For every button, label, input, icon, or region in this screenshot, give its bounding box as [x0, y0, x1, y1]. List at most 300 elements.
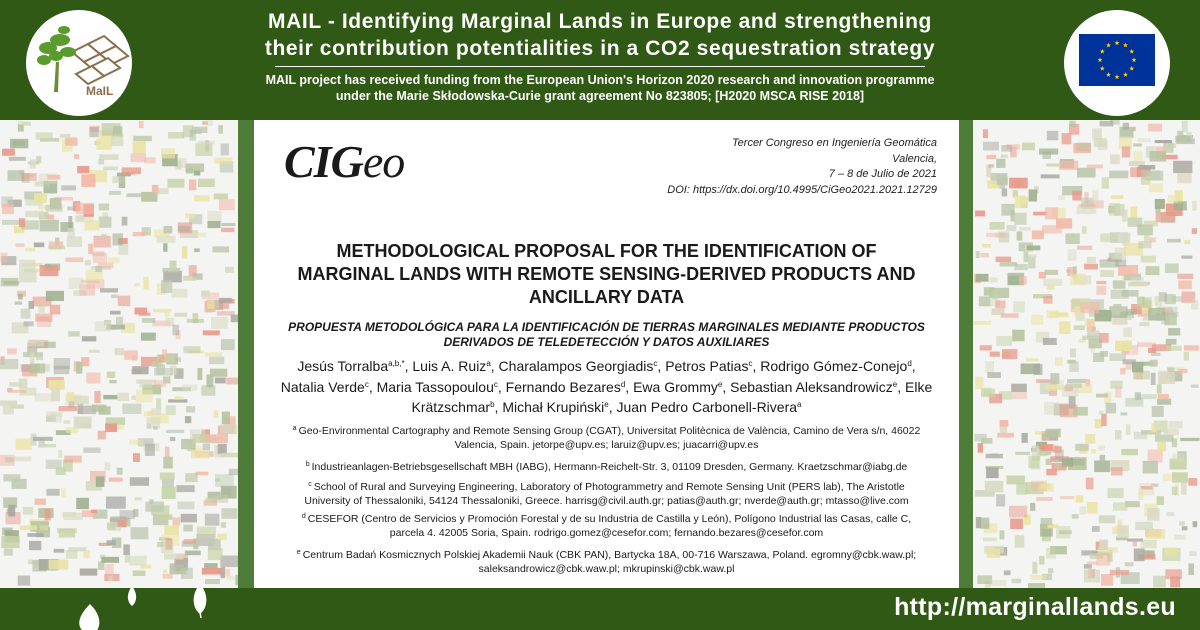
map-patch — [133, 141, 146, 154]
author-list — [276, 355, 937, 417]
conference-name: Tercer Congreso en Ingeniería Geomática — [731, 137, 937, 149]
affiliation-text: CESEFOR (Centro de Servicios y Promoción Forestal y de su Industria de Castilla y León), Polígono Industrial las Casas, calle C, — [307, 513, 912, 525]
map-patch — [1043, 338, 1057, 345]
map-patch — [987, 548, 1001, 558]
map-patch — [163, 243, 167, 252]
map-patch — [1099, 411, 1103, 415]
map-patch — [1087, 502, 1098, 514]
map-patch — [130, 556, 147, 566]
map-patch — [67, 236, 82, 247]
map-patch — [1077, 143, 1091, 152]
map-patch — [112, 176, 125, 183]
project-title-line-2: their contribution potentialities in a CO2 sequestration strategy — [264, 37, 936, 60]
map-patch — [1049, 391, 1057, 396]
map-patch — [1111, 307, 1126, 312]
map-patch — [77, 166, 89, 173]
map-patch — [1000, 420, 1009, 427]
affiliation-d — [274, 510, 939, 540]
map-patch — [982, 301, 989, 306]
map-patch — [117, 468, 123, 475]
map-patch — [203, 330, 220, 335]
map-patch — [983, 129, 988, 138]
map-patch — [1096, 286, 1106, 295]
map-patch — [1096, 281, 1106, 284]
affiliation-marker: c — [308, 481, 312, 488]
map-patch — [185, 416, 191, 423]
map-patch — [191, 450, 209, 458]
map-patch — [1073, 407, 1088, 416]
map-patch — [163, 457, 173, 469]
map-patch — [29, 541, 41, 550]
header-banner — [0, 0, 1200, 120]
map-patch — [105, 424, 117, 433]
map-patch — [1014, 264, 1027, 270]
map-patch — [205, 120, 213, 126]
paper-title-line-3: ANCILLARY DATA — [528, 287, 685, 307]
map-patch — [44, 444, 56, 448]
map-patch — [122, 172, 135, 175]
map-patch — [21, 309, 31, 319]
map-patch — [983, 538, 997, 542]
map-patch — [1143, 461, 1158, 474]
map-patch — [1010, 519, 1023, 530]
affiliation-e — [274, 546, 939, 576]
map-patch — [2, 220, 22, 225]
map-patch — [103, 395, 117, 399]
map-patch — [1149, 183, 1163, 192]
map-patch — [1040, 484, 1050, 489]
map-patch — [1029, 189, 1038, 201]
map-patch — [1028, 256, 1036, 268]
map-patch — [1042, 433, 1046, 441]
map-patch — [1151, 373, 1156, 385]
map-patch — [1095, 419, 1102, 428]
map-patch — [1133, 143, 1142, 146]
map-patch — [25, 211, 44, 218]
map-patch — [1122, 146, 1131, 157]
map-patch — [63, 513, 83, 521]
map-patch — [221, 339, 235, 350]
map-patch — [1100, 259, 1119, 267]
map-patch — [1100, 233, 1117, 242]
map-patch — [1188, 563, 1194, 575]
map-patch — [149, 499, 153, 504]
map-patch — [1147, 508, 1159, 521]
author-name: Fernando Bezares — [505, 378, 621, 395]
map-patch — [1168, 195, 1178, 203]
map-patch — [165, 312, 170, 318]
map-patch — [175, 396, 184, 400]
map-patch — [153, 426, 157, 430]
map-patch — [35, 314, 52, 322]
map-patch — [1184, 345, 1199, 350]
affiliation-a — [274, 422, 939, 452]
map-patch — [990, 277, 998, 282]
map-patch — [1011, 384, 1027, 392]
map-patch — [194, 248, 200, 252]
map-patch — [1002, 349, 1017, 359]
map-patch — [1141, 256, 1156, 263]
map-patch — [1115, 387, 1122, 398]
author-affiliation-marker: a — [797, 400, 802, 409]
map-patch — [225, 267, 234, 273]
map-patch — [80, 569, 98, 576]
map-patch — [1002, 189, 1008, 197]
map-patch — [197, 527, 216, 539]
map-patch — [89, 350, 100, 353]
map-patch — [221, 567, 225, 579]
map-patch — [98, 159, 104, 164]
map-patch — [1070, 348, 1076, 357]
affiliation-text: Geo-Environmental Cartography and Remote Sensing Group (CGAT), Universitat Politècnica de València, Camino de Vera s/n, 46022 — [298, 425, 921, 437]
map-patch — [217, 311, 235, 316]
map-patch — [1027, 245, 1041, 250]
map-patch — [124, 350, 138, 359]
map-patch — [986, 155, 996, 159]
map-patch — [1065, 233, 1079, 244]
map-patch — [172, 517, 180, 525]
map-patch — [60, 134, 71, 138]
map-patch — [109, 191, 121, 195]
map-patch — [182, 385, 197, 391]
affiliation-marker: a — [292, 425, 297, 432]
author-affiliation-marker: c — [493, 379, 498, 389]
map-patch — [1165, 264, 1179, 273]
map-patch — [1164, 143, 1177, 148]
map-patch — [5, 457, 14, 462]
map-patch — [217, 433, 228, 443]
map-patch — [24, 321, 34, 326]
map-patch — [2, 204, 14, 214]
map-patch — [47, 489, 60, 496]
title-divider — [275, 66, 925, 67]
map-patch — [101, 557, 119, 563]
map-patch — [1077, 246, 1092, 250]
map-patch — [986, 467, 998, 478]
map-patch — [40, 525, 49, 530]
map-patch — [154, 380, 166, 387]
map-patch — [1030, 503, 1035, 511]
map-patch — [46, 291, 64, 301]
map-patch — [30, 363, 45, 373]
map-patch — [198, 233, 206, 237]
map-patch — [1016, 483, 1027, 495]
map-patch — [1100, 351, 1108, 357]
author-separator: , — [897, 378, 905, 395]
map-patch — [981, 438, 992, 444]
map-patch — [172, 325, 179, 336]
map-patch — [66, 257, 84, 262]
map-patch — [161, 280, 172, 293]
map-patch — [221, 508, 237, 519]
map-patch — [1062, 385, 1078, 396]
map-patch — [61, 488, 65, 497]
map-patch — [194, 195, 209, 201]
map-patch — [1032, 562, 1037, 574]
map-patch — [1152, 423, 1157, 432]
map-patch — [168, 132, 184, 139]
map-patch — [170, 437, 175, 441]
map-patch — [161, 541, 173, 554]
map-patch — [80, 423, 85, 427]
map-patch — [48, 246, 65, 250]
map-patch — [38, 304, 44, 313]
map-patch — [75, 216, 84, 222]
map-patch — [105, 564, 114, 575]
map-patch — [1026, 358, 1039, 361]
map-patch — [205, 514, 220, 526]
map-patch — [1128, 282, 1147, 286]
map-patch — [157, 188, 169, 194]
map-patch — [8, 390, 27, 393]
funding-line-2: under the Marie Skłodowska-Curie grant agreement No 823805; [H2020 MSCA RISE 2018] — [335, 89, 865, 103]
map-patch — [40, 220, 59, 232]
map-patch — [1138, 488, 1143, 500]
map-patch — [1123, 359, 1137, 364]
map-patch — [1100, 121, 1114, 127]
map-patch — [1141, 540, 1157, 548]
map-patch — [172, 289, 188, 298]
map-patch — [3, 474, 20, 481]
map-patch — [1178, 280, 1192, 289]
eu-flag-logo — [1064, 10, 1170, 116]
map-patch — [208, 548, 223, 560]
map-patch — [218, 125, 223, 134]
map-patch — [131, 369, 141, 374]
map-patch — [47, 215, 54, 220]
map-patch — [1117, 520, 1122, 527]
map-patch — [192, 434, 208, 443]
author-affiliation-marker: c — [748, 359, 753, 368]
affiliation-text: University of Thessaloniki, 54124 Thessaloniki, Greece. harrisg@civil.auth.gr; patias@auth.gr; nverde@auth.gr; mtasso@live.com — [304, 494, 909, 507]
map-patch — [1135, 392, 1141, 400]
map-patch — [1115, 248, 1127, 260]
map-patch — [1098, 140, 1108, 150]
map-patch — [152, 185, 159, 194]
map-patch — [92, 405, 106, 412]
author-separator: , — [497, 378, 506, 395]
map-patch — [1111, 290, 1129, 299]
map-patch — [1041, 174, 1060, 178]
paper-title-line-1: METHODOLOGICAL PROPOSAL FOR THE IDENTIFICATION OF — [336, 241, 877, 261]
map-patch — [1046, 548, 1056, 559]
map-patch — [165, 447, 170, 458]
map-patch — [1068, 249, 1077, 261]
author-affiliation-marker: e — [717, 379, 723, 389]
map-patch — [164, 553, 184, 559]
map-patch — [1185, 240, 1191, 244]
map-patch — [1045, 207, 1058, 219]
map-patch — [1007, 225, 1017, 231]
map-patch — [1100, 270, 1114, 277]
map-patch — [976, 517, 981, 528]
map-patch — [89, 127, 99, 137]
map-patch — [86, 373, 100, 384]
map-patch — [1151, 353, 1160, 356]
map-patch — [83, 448, 100, 453]
website-link[interactable]: http://marginallands.eu — [894, 593, 1176, 621]
author-affiliation-marker: c — [364, 379, 369, 389]
map-patch — [1039, 149, 1058, 155]
paper-subtitle-line-1: PROPUESTA METODOLÓGICA PARA LA IDENTIFICACIÓN DE TIERRAS MARGINALES MEDIANTE PRODUCTOS — [288, 320, 925, 334]
map-patch — [131, 153, 146, 162]
mail-project-logo — [26, 10, 132, 116]
map-patch — [208, 221, 221, 228]
map-patch — [67, 392, 75, 401]
leaf-icon — [70, 602, 110, 630]
map-patch — [162, 487, 176, 500]
author-name: Juan Pedro Carbonell-Rivera — [616, 399, 798, 415]
map-patch — [93, 253, 107, 263]
map-patch — [1155, 199, 1165, 209]
map-patch — [1101, 574, 1113, 586]
map-patch — [1191, 385, 1199, 388]
map-patch — [99, 154, 118, 160]
author-separator: , — [625, 378, 634, 395]
map-patch — [159, 355, 165, 363]
map-patch — [1004, 570, 1011, 575]
map-patch — [47, 175, 60, 180]
map-patch — [1133, 541, 1137, 546]
map-patch — [1125, 562, 1134, 566]
map-patch — [1144, 221, 1158, 227]
map-patch — [161, 148, 175, 158]
map-patch — [1150, 151, 1167, 162]
affiliation-text: Centrum Badań Kosmicznych Polskiej Akademii Nauk (CBK PAN), Bartycka 18A, 00-716 Warszawa, Poland. egromny@cbk.waw.pl; — [302, 549, 917, 561]
map-patch — [1157, 496, 1164, 505]
map-patch — [164, 526, 179, 535]
paper-page — [254, 120, 959, 588]
map-patch — [980, 253, 989, 257]
map-patch — [189, 265, 197, 277]
map-patch — [116, 317, 123, 325]
map-patch — [105, 462, 111, 470]
map-patch — [145, 502, 164, 512]
map-patch — [145, 444, 155, 456]
author-name: Natalia Verde — [280, 378, 365, 395]
map-patch — [66, 427, 79, 433]
map-patch — [1092, 128, 1102, 139]
author-affiliation-marker: c — [653, 359, 658, 368]
map-patch — [1126, 424, 1131, 435]
map-patch — [210, 369, 227, 377]
map-patch — [115, 348, 125, 355]
map-patch — [1001, 313, 1019, 318]
map-patch — [1138, 241, 1151, 248]
map-patch — [1181, 256, 1192, 259]
map-patch — [1192, 228, 1197, 234]
map-patch — [1069, 361, 1078, 372]
map-patch — [1081, 302, 1100, 313]
map-patch — [1180, 438, 1199, 441]
map-patch — [82, 336, 96, 341]
map-patch — [1155, 140, 1172, 143]
map-patch — [1014, 181, 1021, 188]
map-patch — [205, 352, 222, 356]
map-patch — [168, 179, 185, 188]
author-affiliation-marker: e — [604, 400, 609, 409]
map-patch — [34, 193, 47, 203]
map-patch — [1104, 392, 1111, 405]
map-patch — [976, 274, 989, 282]
map-patch — [1056, 313, 1068, 317]
cigeo-logo — [284, 135, 404, 188]
map-patch — [1045, 270, 1058, 275]
map-patch — [1075, 444, 1089, 451]
map-patch — [1048, 525, 1059, 529]
map-patch — [995, 300, 1005, 308]
affiliation-c — [274, 478, 939, 508]
map-patch — [184, 539, 197, 544]
map-patch — [1012, 579, 1022, 584]
paper-title — [274, 240, 939, 309]
map-patch — [20, 525, 37, 530]
map-patch — [989, 164, 995, 167]
map-patch — [1139, 165, 1155, 170]
map-patch — [81, 174, 95, 187]
affiliation-marker: d — [301, 513, 306, 520]
funding-line-1: MAIL project has received funding from the European Union's Horizon 2020 research and innovation programme — [265, 73, 935, 87]
map-patch — [156, 398, 161, 409]
map-patch — [118, 296, 131, 307]
map-patch — [46, 460, 62, 469]
author-name: Sebastian Aleksandrowicz — [730, 378, 893, 395]
map-patch — [986, 233, 1005, 237]
map-patch — [68, 331, 80, 336]
map-patch — [1062, 458, 1073, 467]
map-patch — [182, 246, 187, 258]
map-patch — [99, 204, 109, 211]
map-patch — [88, 244, 93, 254]
map-patch — [65, 138, 77, 146]
map-patch — [45, 205, 62, 212]
author-separator: , — [911, 358, 916, 374]
map-patch — [1140, 322, 1150, 326]
author-name: Michał Krupiński — [502, 399, 605, 415]
map-patch — [1172, 487, 1178, 495]
map-patch — [982, 244, 991, 248]
map-patch — [227, 576, 234, 580]
map-patch — [1123, 328, 1132, 338]
map-patch — [109, 478, 123, 482]
map-patch — [156, 515, 172, 520]
map-patch — [1181, 482, 1187, 495]
map-patch — [174, 313, 187, 317]
map-patch — [1055, 357, 1063, 366]
map-patch — [1048, 568, 1053, 573]
map-patch — [59, 529, 75, 538]
map-patch — [1092, 526, 1100, 532]
conference-dates: 7 – 8 de Julio de 2021 — [828, 168, 937, 180]
map-patch — [1087, 257, 1096, 263]
map-patch — [1069, 121, 1075, 128]
map-patch — [16, 243, 25, 246]
paper-title-line-2: MARGINAL LANDS WITH REMOTE SENSING-DERIVED PRODUCTS AND — [297, 264, 916, 284]
map-patch — [996, 494, 1005, 506]
map-patch — [1158, 372, 1175, 384]
map-patch — [1191, 300, 1198, 310]
map-patch — [1022, 143, 1035, 151]
map-patch — [185, 473, 198, 482]
map-patch — [1192, 201, 1196, 211]
map-patch — [142, 318, 156, 323]
map-patch — [30, 159, 36, 168]
map-patch — [106, 497, 126, 509]
map-patch — [1084, 264, 1098, 270]
author-name: Jesús Torralba — [297, 358, 389, 374]
map-patch — [1144, 231, 1150, 242]
author-separator: , — [657, 358, 666, 374]
